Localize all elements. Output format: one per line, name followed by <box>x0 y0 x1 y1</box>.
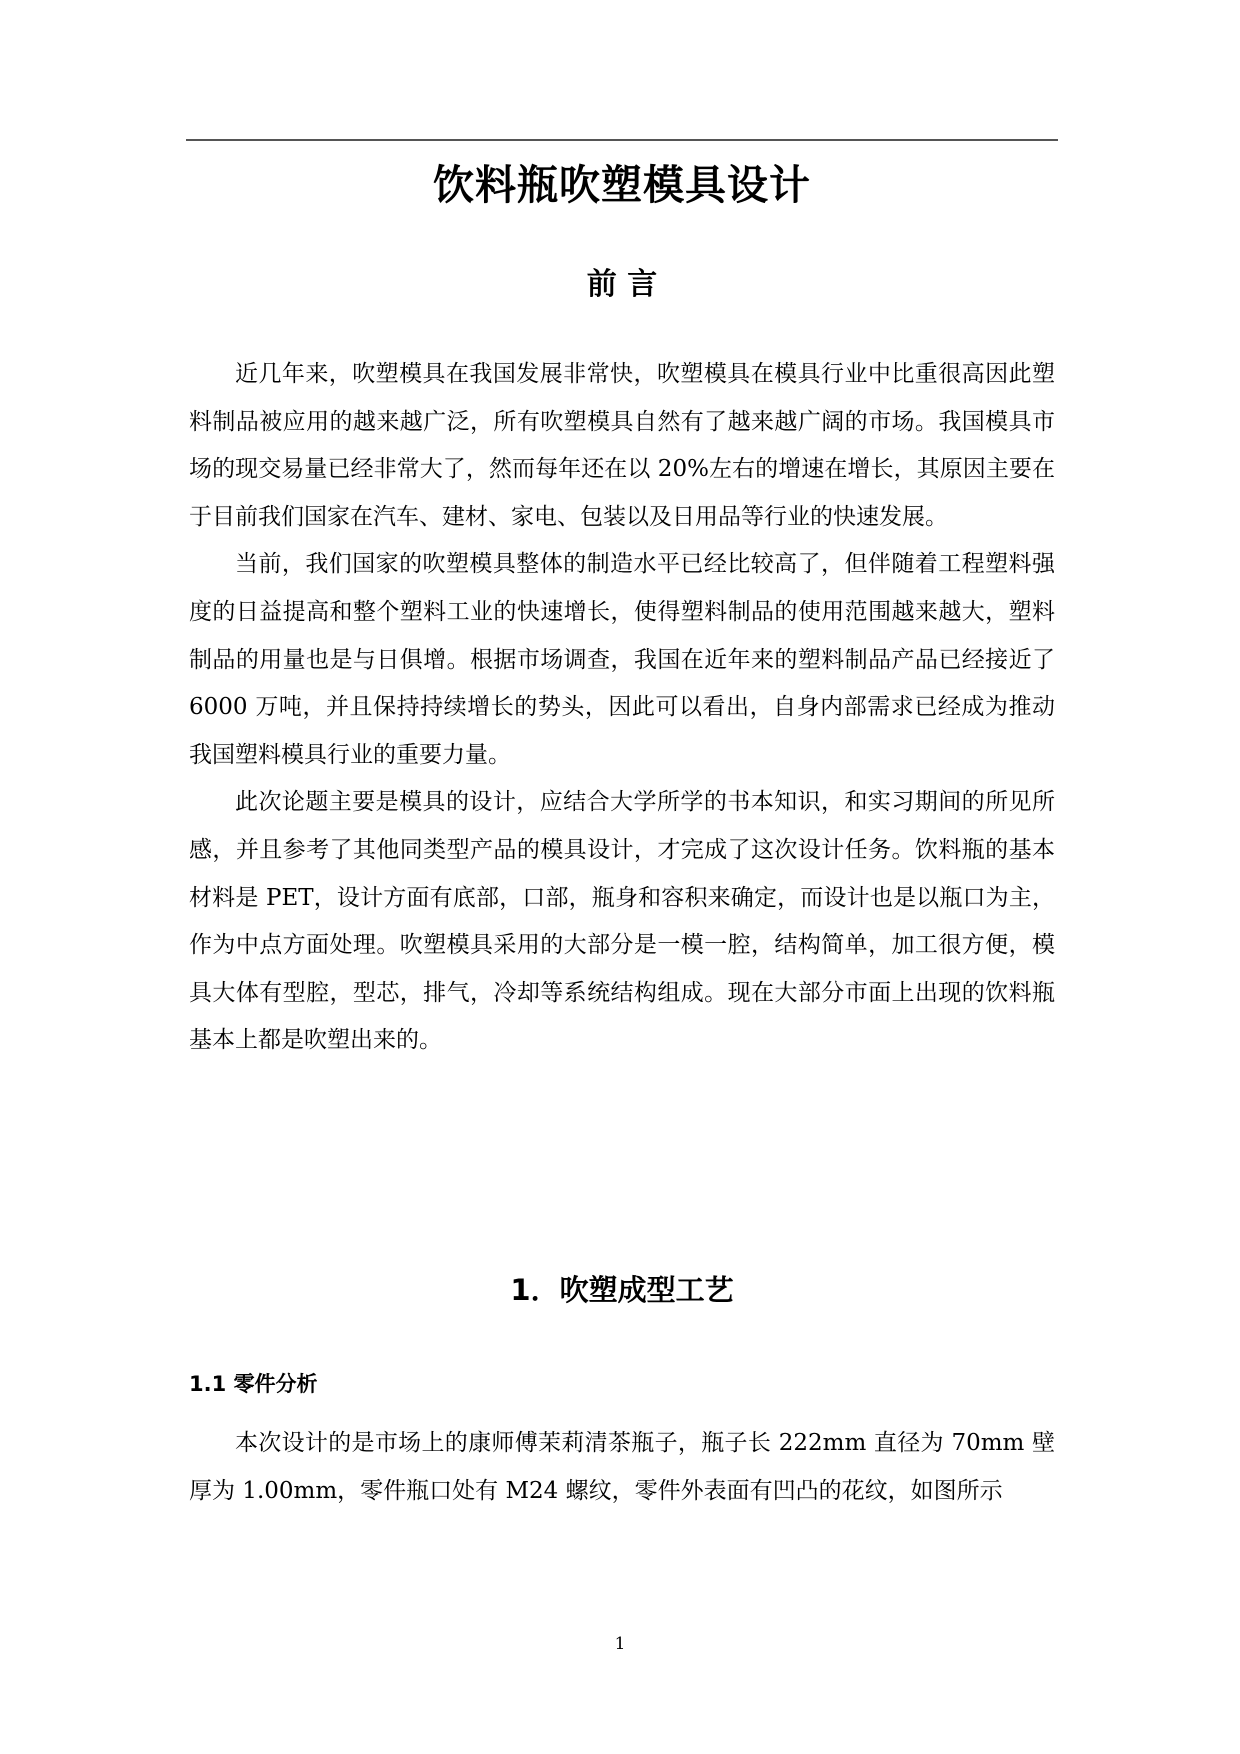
subsection-paragraph-1: 本次设计的是市场上的康师傅茉莉清茶瓶子，瓶子长 222mm 直径为 70mm 壁厚为 1.00mm，零件瓶口处有 M24 螺纹，零件外表面有凹凸的花纹，如图所示 <box>189 1430 1055 1504</box>
preface-paragraph-1: 近几年来，吹塑模具在我国发展非常快，吹塑模具在模具行业中比重很高因此塑料制品被应用的越来越广泛，所有吹塑模具自然有了越来越广阔的市场。我国模具市场的现交易量已经非常大了，然而每年还在以 20%左右的增速在增长，其原因主要在于目前我们国家在汽车、建材、家电、包装以及日用品等行业的快速发展。 <box>189 361 1055 530</box>
preface-body <box>189 351 1055 1065</box>
preface-heading: 前 言 <box>586 267 658 302</box>
preface-paragraph-2: 当前，我们国家的吹塑模具整体的制造水平已经比较高了，但伴随着工程塑料强度的日益提高和整个塑料工业的快速增长，使得塑料制品的使用范围越来越大，塑料制品的用量也是与日俱增。根据市场调查，我国在近年来的塑料制品产品已经接近了 6000 万吨，并且保持持续增长的势头，因此可以看出，自身内部需求已经成为推动我国塑料模具行业的重要力量。 <box>189 551 1055 768</box>
header-rule <box>186 139 1058 141</box>
subsection-body <box>189 1420 1055 1515</box>
section-heading: 1．吹塑成型工艺 <box>510 1273 734 1307</box>
document-title: 饮料瓶吹塑模具设计 <box>433 161 811 209</box>
subsection-heading: 1.1 零件分析 <box>189 1372 318 1396</box>
preface-paragraph-3: 此次论题主要是模具的设计，应结合大学所学的书本知识，和实习期间的所见所感，并且参考了其他同类型产品的模具设计，才完成了这次设计任务。饮料瓶的基本材料是 PET，设计方面有底部，口部，瓶身和容积来确定，而设计也是以瓶口为主，作为中点方面处理。吹塑模具采用的大部分是一模一腔，结构简单，加工很方便，模具大体有型腔，型芯，排气，冷却等系统结构组成。现在大部分市面上出现的饮料瓶基本上都是吹塑出来的。 <box>189 789 1055 1054</box>
page-number: 1 <box>614 1634 626 1654</box>
